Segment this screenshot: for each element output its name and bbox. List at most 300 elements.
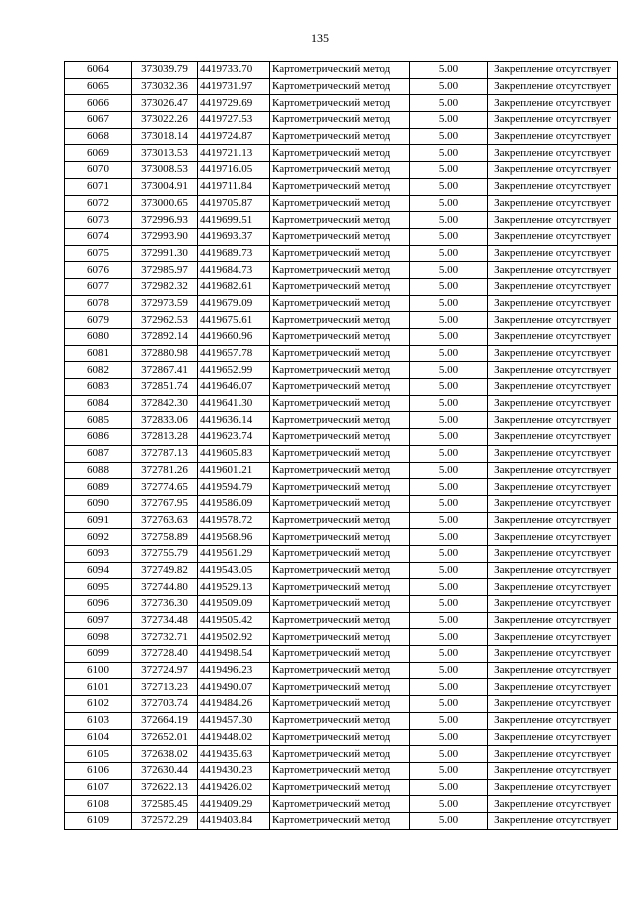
fixation-cell: Закрепление отсутствует (488, 262, 618, 279)
y-coordinate-cell: 4419727.53 (198, 112, 270, 129)
point-number-cell: 6096 (65, 596, 132, 613)
y-coordinate-cell: 4419529.13 (198, 579, 270, 596)
fixation-cell: Закрепление отсутствует (488, 245, 618, 262)
y-coordinate-cell: 4419426.02 (198, 779, 270, 796)
table-row (65, 345, 618, 362)
x-coordinate-cell: 372732.71 (132, 629, 198, 646)
fixation-cell: Закрепление отсутствует (488, 729, 618, 746)
table-row (65, 796, 618, 813)
table-row (65, 529, 618, 546)
y-coordinate-cell: 4419498.54 (198, 646, 270, 663)
point-number-cell: 6106 (65, 762, 132, 779)
fixation-cell: Закрепление отсутствует (488, 662, 618, 679)
accuracy-cell: 5.00 (410, 646, 488, 663)
x-coordinate-cell: 372758.89 (132, 529, 198, 546)
x-coordinate-cell: 372787.13 (132, 445, 198, 462)
accuracy-cell: 5.00 (410, 662, 488, 679)
x-coordinate-cell: 372744.80 (132, 579, 198, 596)
table-row (65, 646, 618, 663)
table-row (65, 395, 618, 412)
fixation-cell: Закрепление отсутствует (488, 512, 618, 529)
accuracy-cell: 5.00 (410, 362, 488, 379)
point-number-cell: 6093 (65, 545, 132, 562)
x-coordinate-cell: 372767.95 (132, 495, 198, 512)
accuracy-cell: 5.00 (410, 162, 488, 179)
fixation-cell: Закрепление отсутствует (488, 295, 618, 312)
fixation-cell: Закрепление отсутствует (488, 395, 618, 412)
x-coordinate-cell: 372749.82 (132, 562, 198, 579)
x-coordinate-cell: 372892.14 (132, 329, 198, 346)
method-cell: Картометрический метод (270, 746, 410, 763)
table-row (65, 812, 618, 829)
method-cell: Картометрический метод (270, 646, 410, 663)
y-coordinate-cell: 4419660.96 (198, 329, 270, 346)
method-cell: Картометрический метод (270, 145, 410, 162)
point-number-cell: 6090 (65, 495, 132, 512)
point-number-cell: 6068 (65, 128, 132, 145)
y-coordinate-cell: 4419705.87 (198, 195, 270, 212)
method-cell: Картометрический метод (270, 762, 410, 779)
accuracy-cell: 5.00 (410, 78, 488, 95)
fixation-cell: Закрепление отсутствует (488, 412, 618, 429)
x-coordinate-cell: 372781.26 (132, 462, 198, 479)
accuracy-cell: 5.00 (410, 462, 488, 479)
point-number-cell: 6102 (65, 696, 132, 713)
fixation-cell: Закрепление отсутствует (488, 712, 618, 729)
accuracy-cell: 5.00 (410, 145, 488, 162)
x-coordinate-cell: 372622.13 (132, 779, 198, 796)
x-coordinate-cell: 372734.48 (132, 612, 198, 629)
point-number-cell: 6081 (65, 345, 132, 362)
fixation-cell: Закрепление отсутствует (488, 62, 618, 79)
x-coordinate-cell: 372638.02 (132, 746, 198, 763)
fixation-cell: Закрепление отсутствует (488, 812, 618, 829)
method-cell: Картометрический метод (270, 529, 410, 546)
y-coordinate-cell: 4419652.99 (198, 362, 270, 379)
method-cell: Картометрический метод (270, 712, 410, 729)
table-row (65, 162, 618, 179)
fixation-cell: Закрепление отсутствует (488, 312, 618, 329)
table-row (65, 512, 618, 529)
table-row (65, 445, 618, 462)
table-row (65, 562, 618, 579)
method-cell: Картометрический метод (270, 112, 410, 129)
fixation-cell: Закрепление отсутствует (488, 445, 618, 462)
point-number-cell: 6078 (65, 295, 132, 312)
method-cell: Картометрический метод (270, 95, 410, 112)
accuracy-cell: 5.00 (410, 178, 488, 195)
point-number-cell: 6109 (65, 812, 132, 829)
y-coordinate-cell: 4419733.70 (198, 62, 270, 79)
method-cell: Картометрический метод (270, 462, 410, 479)
method-cell: Картометрический метод (270, 362, 410, 379)
accuracy-cell: 5.00 (410, 729, 488, 746)
table-row (65, 479, 618, 496)
fixation-cell: Закрепление отсутствует (488, 278, 618, 295)
method-cell: Картометрический метод (270, 662, 410, 679)
table-row (65, 379, 618, 396)
method-cell: Картометрический метод (270, 128, 410, 145)
method-cell: Картометрический метод (270, 78, 410, 95)
table-row (65, 312, 618, 329)
fixation-cell: Закрепление отсутствует (488, 95, 618, 112)
accuracy-cell: 5.00 (410, 479, 488, 496)
y-coordinate-cell: 4419657.78 (198, 345, 270, 362)
fixation-cell: Закрепление отсутствует (488, 762, 618, 779)
point-number-cell: 6064 (65, 62, 132, 79)
x-coordinate-cell: 373008.53 (132, 162, 198, 179)
fixation-cell: Закрепление отсутствует (488, 195, 618, 212)
table-row (65, 545, 618, 562)
table-row (65, 662, 618, 679)
accuracy-cell: 5.00 (410, 796, 488, 813)
method-cell: Картометрический метод (270, 812, 410, 829)
x-coordinate-cell: 372728.40 (132, 646, 198, 663)
y-coordinate-cell: 4419731.97 (198, 78, 270, 95)
point-number-cell: 6079 (65, 312, 132, 329)
point-number-cell: 6108 (65, 796, 132, 813)
method-cell: Картометрический метод (270, 278, 410, 295)
y-coordinate-cell: 4419496.23 (198, 662, 270, 679)
point-number-cell: 6082 (65, 362, 132, 379)
table-row (65, 712, 618, 729)
x-coordinate-cell: 372713.23 (132, 679, 198, 696)
method-cell: Картометрический метод (270, 596, 410, 613)
x-coordinate-cell: 372962.53 (132, 312, 198, 329)
method-cell: Картометрический метод (270, 379, 410, 396)
point-number-cell: 6101 (65, 679, 132, 696)
x-coordinate-cell: 373032.36 (132, 78, 198, 95)
x-coordinate-cell: 373004.91 (132, 178, 198, 195)
point-number-cell: 6066 (65, 95, 132, 112)
method-cell: Картометрический метод (270, 796, 410, 813)
method-cell: Картометрический метод (270, 395, 410, 412)
method-cell: Картометрический метод (270, 262, 410, 279)
y-coordinate-cell: 4419430.23 (198, 762, 270, 779)
y-coordinate-cell: 4419682.61 (198, 278, 270, 295)
accuracy-cell: 5.00 (410, 345, 488, 362)
x-coordinate-cell: 372572.29 (132, 812, 198, 829)
x-coordinate-cell: 372652.01 (132, 729, 198, 746)
point-number-cell: 6075 (65, 245, 132, 262)
point-number-cell: 6088 (65, 462, 132, 479)
y-coordinate-cell: 4419641.30 (198, 395, 270, 412)
y-coordinate-cell: 4419578.72 (198, 512, 270, 529)
y-coordinate-cell: 4419689.73 (198, 245, 270, 262)
accuracy-cell: 5.00 (410, 495, 488, 512)
method-cell: Картометрический метод (270, 779, 410, 796)
table-row (65, 429, 618, 446)
point-number-cell: 6084 (65, 395, 132, 412)
fixation-cell: Закрепление отсутствует (488, 629, 618, 646)
fixation-cell: Закрепление отсутствует (488, 562, 618, 579)
table-row (65, 679, 618, 696)
table-row (65, 95, 618, 112)
accuracy-cell: 5.00 (410, 395, 488, 412)
method-cell: Картометрический метод (270, 228, 410, 245)
fixation-cell: Закрепление отсутствует (488, 379, 618, 396)
x-coordinate-cell: 373039.79 (132, 62, 198, 79)
x-coordinate-cell: 372996.93 (132, 212, 198, 229)
x-coordinate-cell: 373000.65 (132, 195, 198, 212)
y-coordinate-cell: 4419448.02 (198, 729, 270, 746)
accuracy-cell: 5.00 (410, 679, 488, 696)
method-cell: Картометрический метод (270, 512, 410, 529)
method-cell: Картометрический метод (270, 178, 410, 195)
x-coordinate-cell: 372774.65 (132, 479, 198, 496)
y-coordinate-cell: 4419509.09 (198, 596, 270, 613)
x-coordinate-cell: 372630.44 (132, 762, 198, 779)
x-coordinate-cell: 372985.97 (132, 262, 198, 279)
fixation-cell: Закрепление отсутствует (488, 362, 618, 379)
fixation-cell: Закрепление отсутствует (488, 479, 618, 496)
point-number-cell: 6086 (65, 429, 132, 446)
point-number-cell: 6094 (65, 562, 132, 579)
accuracy-cell: 5.00 (410, 579, 488, 596)
table-row (65, 278, 618, 295)
fixation-cell: Закрепление отсутствует (488, 779, 618, 796)
accuracy-cell: 5.00 (410, 762, 488, 779)
x-coordinate-cell: 372813.28 (132, 429, 198, 446)
point-number-cell: 6073 (65, 212, 132, 229)
table-row (65, 195, 618, 212)
table-row (65, 245, 618, 262)
table-row (65, 462, 618, 479)
point-number-cell: 6089 (65, 479, 132, 496)
y-coordinate-cell: 4419724.87 (198, 128, 270, 145)
accuracy-cell: 5.00 (410, 429, 488, 446)
page-number: 135 (311, 31, 329, 45)
point-number-cell: 6095 (65, 579, 132, 596)
fixation-cell: Закрепление отсутствует (488, 228, 618, 245)
y-coordinate-cell: 4419568.96 (198, 529, 270, 546)
method-cell: Картометрический метод (270, 295, 410, 312)
fixation-cell: Закрепление отсутствует (488, 796, 618, 813)
point-number-cell: 6071 (65, 178, 132, 195)
point-number-cell: 6067 (65, 112, 132, 129)
x-coordinate-cell: 373022.26 (132, 112, 198, 129)
method-cell: Картометрический метод (270, 329, 410, 346)
method-cell: Картометрический метод (270, 495, 410, 512)
coordinates-table (64, 61, 618, 830)
fixation-cell: Закрепление отсутствует (488, 746, 618, 763)
y-coordinate-cell: 4419561.29 (198, 545, 270, 562)
accuracy-cell: 5.00 (410, 529, 488, 546)
accuracy-cell: 5.00 (410, 696, 488, 713)
accuracy-cell: 5.00 (410, 612, 488, 629)
point-number-cell: 6069 (65, 145, 132, 162)
y-coordinate-cell: 4419490.07 (198, 679, 270, 696)
x-coordinate-cell: 372991.30 (132, 245, 198, 262)
accuracy-cell: 5.00 (410, 379, 488, 396)
method-cell: Картометрический метод (270, 212, 410, 229)
point-number-cell: 6076 (65, 262, 132, 279)
y-coordinate-cell: 4419601.21 (198, 462, 270, 479)
y-coordinate-cell: 4419403.84 (198, 812, 270, 829)
table-row (65, 596, 618, 613)
accuracy-cell: 5.00 (410, 295, 488, 312)
fixation-cell: Закрепление отсутствует (488, 145, 618, 162)
fixation-cell: Закрепление отсутствует (488, 596, 618, 613)
fixation-cell: Закрепление отсутствует (488, 495, 618, 512)
point-number-cell: 6080 (65, 329, 132, 346)
table-row (65, 762, 618, 779)
accuracy-cell: 5.00 (410, 312, 488, 329)
fixation-cell: Закрепление отсутствует (488, 178, 618, 195)
accuracy-cell: 5.00 (410, 812, 488, 829)
accuracy-cell: 5.00 (410, 262, 488, 279)
table-row (65, 145, 618, 162)
y-coordinate-cell: 4419721.13 (198, 145, 270, 162)
y-coordinate-cell: 4419435.63 (198, 746, 270, 763)
accuracy-cell: 5.00 (410, 195, 488, 212)
fixation-cell: Закрепление отсутствует (488, 679, 618, 696)
point-number-cell: 6087 (65, 445, 132, 462)
point-number-cell: 6072 (65, 195, 132, 212)
table-row (65, 112, 618, 129)
table-row (65, 779, 618, 796)
table-row (65, 362, 618, 379)
x-coordinate-cell: 372724.97 (132, 662, 198, 679)
point-number-cell: 6105 (65, 746, 132, 763)
table-row (65, 78, 618, 95)
y-coordinate-cell: 4419729.69 (198, 95, 270, 112)
x-coordinate-cell: 372993.90 (132, 228, 198, 245)
x-coordinate-cell: 372763.63 (132, 512, 198, 529)
accuracy-cell: 5.00 (410, 412, 488, 429)
y-coordinate-cell: 4419693.37 (198, 228, 270, 245)
y-coordinate-cell: 4419457.30 (198, 712, 270, 729)
method-cell: Картометрический метод (270, 195, 410, 212)
point-number-cell: 6098 (65, 629, 132, 646)
x-coordinate-cell: 373026.47 (132, 95, 198, 112)
fixation-cell: Закрепление отсутствует (488, 345, 618, 362)
accuracy-cell: 5.00 (410, 128, 488, 145)
accuracy-cell: 5.00 (410, 779, 488, 796)
x-coordinate-cell: 372664.19 (132, 712, 198, 729)
point-number-cell: 6083 (65, 379, 132, 396)
y-coordinate-cell: 4419636.14 (198, 412, 270, 429)
fixation-cell: Закрепление отсутствует (488, 429, 618, 446)
y-coordinate-cell: 4419716.05 (198, 162, 270, 179)
accuracy-cell: 5.00 (410, 445, 488, 462)
y-coordinate-cell: 4419711.84 (198, 178, 270, 195)
accuracy-cell: 5.00 (410, 95, 488, 112)
fixation-cell: Закрепление отсутствует (488, 462, 618, 479)
method-cell: Картометрический метод (270, 729, 410, 746)
method-cell: Картометрический метод (270, 679, 410, 696)
method-cell: Картометрический метод (270, 162, 410, 179)
method-cell: Картометрический метод (270, 612, 410, 629)
x-coordinate-cell: 372851.74 (132, 379, 198, 396)
x-coordinate-cell: 372880.98 (132, 345, 198, 362)
table-row (65, 579, 618, 596)
point-number-cell: 6065 (65, 78, 132, 95)
accuracy-cell: 5.00 (410, 712, 488, 729)
table-row (65, 696, 618, 713)
accuracy-cell: 5.00 (410, 596, 488, 613)
fixation-cell: Закрепление отсутствует (488, 162, 618, 179)
x-coordinate-cell: 372867.41 (132, 362, 198, 379)
y-coordinate-cell: 4419679.09 (198, 295, 270, 312)
fixation-cell: Закрепление отсутствует (488, 612, 618, 629)
point-number-cell: 6104 (65, 729, 132, 746)
y-coordinate-cell: 4419484.26 (198, 696, 270, 713)
table-row (65, 295, 618, 312)
method-cell: Картометрический метод (270, 562, 410, 579)
y-coordinate-cell: 4419675.61 (198, 312, 270, 329)
fixation-cell: Закрепление отсутствует (488, 579, 618, 596)
table-row (65, 212, 618, 229)
table-row (65, 178, 618, 195)
method-cell: Картометрический метод (270, 312, 410, 329)
x-coordinate-cell: 372842.30 (132, 395, 198, 412)
table-row (65, 495, 618, 512)
method-cell: Картометрический метод (270, 579, 410, 596)
y-coordinate-cell: 4419586.09 (198, 495, 270, 512)
method-cell: Картометрический метод (270, 479, 410, 496)
accuracy-cell: 5.00 (410, 746, 488, 763)
point-number-cell: 6099 (65, 646, 132, 663)
y-coordinate-cell: 4419594.79 (198, 479, 270, 496)
fixation-cell: Закрепление отсутствует (488, 128, 618, 145)
table-row (65, 612, 618, 629)
y-coordinate-cell: 4419623.74 (198, 429, 270, 446)
x-coordinate-cell: 372736.30 (132, 596, 198, 613)
table-row (65, 128, 618, 145)
method-cell: Картометрический метод (270, 629, 410, 646)
fixation-cell: Закрепление отсутствует (488, 696, 618, 713)
y-coordinate-cell: 4419699.51 (198, 212, 270, 229)
method-cell: Картометрический метод (270, 696, 410, 713)
point-number-cell: 6097 (65, 612, 132, 629)
accuracy-cell: 5.00 (410, 112, 488, 129)
method-cell: Картометрический метод (270, 412, 410, 429)
table-row (65, 228, 618, 245)
y-coordinate-cell: 4419409.29 (198, 796, 270, 813)
y-coordinate-cell: 4419646.07 (198, 379, 270, 396)
accuracy-cell: 5.00 (410, 545, 488, 562)
table-row (65, 412, 618, 429)
accuracy-cell: 5.00 (410, 245, 488, 262)
fixation-cell: Закрепление отсутствует (488, 78, 618, 95)
accuracy-cell: 5.00 (410, 512, 488, 529)
table-row (65, 262, 618, 279)
x-coordinate-cell: 372982.32 (132, 278, 198, 295)
fixation-cell: Закрепление отсутствует (488, 329, 618, 346)
point-number-cell: 6074 (65, 228, 132, 245)
point-number-cell: 6091 (65, 512, 132, 529)
fixation-cell: Закрепление отсутствует (488, 646, 618, 663)
x-coordinate-cell: 372833.06 (132, 412, 198, 429)
y-coordinate-cell: 4419605.83 (198, 445, 270, 462)
accuracy-cell: 5.00 (410, 212, 488, 229)
method-cell: Картометрический метод (270, 245, 410, 262)
point-number-cell: 6070 (65, 162, 132, 179)
x-coordinate-cell: 372703.74 (132, 696, 198, 713)
fixation-cell: Закрепление отсутствует (488, 212, 618, 229)
x-coordinate-cell: 373018.14 (132, 128, 198, 145)
y-coordinate-cell: 4419502.92 (198, 629, 270, 646)
method-cell: Картометрический метод (270, 445, 410, 462)
x-coordinate-cell: 373013.53 (132, 145, 198, 162)
table-row (65, 62, 618, 79)
accuracy-cell: 5.00 (410, 62, 488, 79)
table-row (65, 729, 618, 746)
y-coordinate-cell: 4419505.42 (198, 612, 270, 629)
accuracy-cell: 5.00 (410, 629, 488, 646)
point-number-cell: 6077 (65, 278, 132, 295)
